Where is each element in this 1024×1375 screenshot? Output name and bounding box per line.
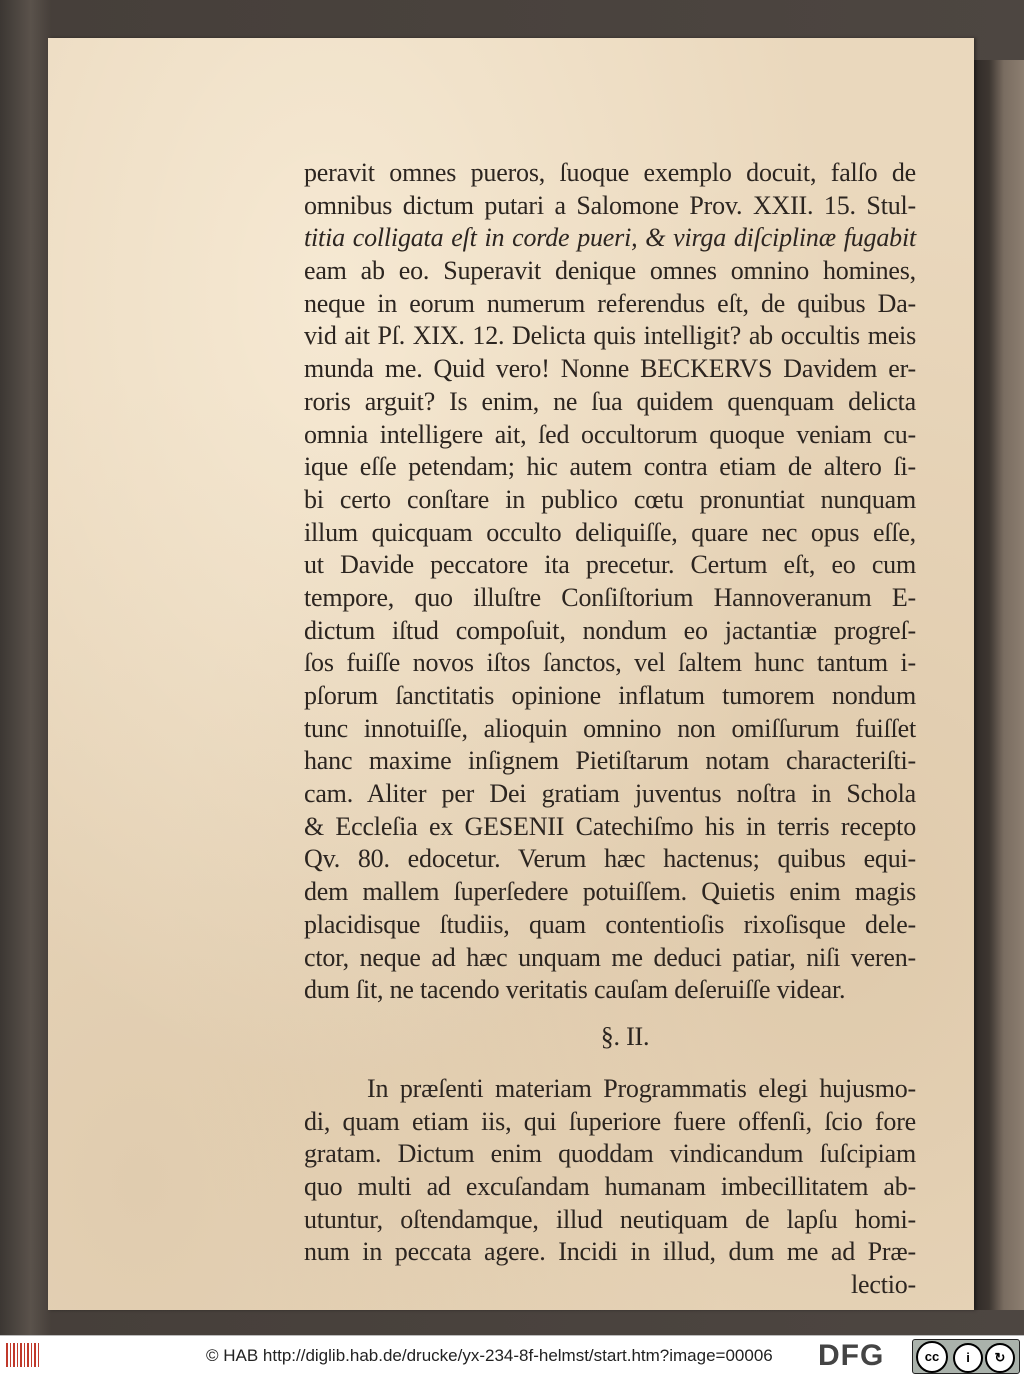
- text-line: quo multi ad excuſandam humanam imbecillitatem ab-: [304, 1171, 916, 1201]
- text-line: tempore, quo illuſtre Conſiſtorium Hannoveranum E-: [304, 582, 916, 612]
- text-line: hanc maxime inſignem Pietiſtarum notam characteriſti-: [304, 746, 916, 776]
- text-line: tunc innotuiſſe, alioquin omnino non omiſſurum fuiſſet: [304, 713, 916, 743]
- text-line: cam. Aliter per Dei gratiam juventus noſtra in Schola: [304, 779, 916, 809]
- barcode-icon: [6, 1343, 40, 1367]
- viewer-footer: [0, 1335, 1024, 1375]
- text-line: ctor, neque ad hæc unquam me deduci patiar, niſi veren-: [304, 942, 916, 972]
- dfg-logo[interactable]: DFG: [818, 1339, 885, 1372]
- cc-license-badge[interactable]: [912, 1339, 1020, 1374]
- next-page-edge: [974, 60, 1024, 1310]
- text-line: dictum iſtud compoſuit, nondum eo jactantiæ progreſ-: [304, 615, 916, 645]
- catchword: lectio-: [850, 1270, 916, 1299]
- text-line: ſos fuiſſe novos iſtos ſanctos, vel ſaltem hunc tantum i-: [304, 648, 916, 678]
- cc-icon: cc: [916, 1341, 948, 1373]
- text-line: Qv. 80. edocetur. Verum hæc hactenus; quibus equi-: [304, 844, 916, 874]
- text-line: utuntur, oſtendamque, illud neutiquam de lapſu homi-: [304, 1204, 916, 1234]
- text-line: ut Davide peccatore ita precetur. Certum eſt, eo cum: [304, 550, 916, 580]
- text-line: titia colligata eſt in corde pueri, & virga diſciplinæ fugabit: [304, 223, 916, 253]
- copyright-link[interactable]: © HAB http://diglib.hab.de/drucke/yx-234-8f-helmst/start.htm?image=00006: [206, 1346, 773, 1365]
- text-line: pſorum ſanctitatis opinione inflatum tumorem nondum: [304, 681, 916, 710]
- text-line: di, quam etiam iis, qui ſuperiore fuere offenſi, ſcio fore: [304, 1106, 916, 1136]
- text-line: munda me. Quid vero! Nonne BECKERVS Davidem er-: [304, 354, 916, 384]
- text-line: vid ait Pſ. XIX. 12. Delicta quis intelligit? ab occultis meis: [304, 321, 916, 351]
- by-icon: i: [953, 1343, 983, 1373]
- sa-icon: ↻: [985, 1343, 1015, 1373]
- text-line: roris arguit? Is enim, ne ſua quidem quenquam delicta: [304, 386, 916, 416]
- page-text: [304, 157, 916, 1302]
- text-line: omnia intelligere ait, ſed occultorum quoque veniam cu-: [304, 419, 916, 449]
- text-line: placidisque ſtudiis, quam contentioſis rixoſisque dele-: [304, 909, 916, 939]
- text-line: ique eſſe petendam; hic autem contra etiam de altero ſi-: [304, 452, 916, 482]
- text-line: gratam. Dictum enim quoddam vindicandum ſuſcipiam: [304, 1139, 916, 1169]
- text-line: dem mallem ſuperſedere potuiſſem. Quietis enim magis: [304, 877, 916, 907]
- text-line: num in peccata agere. Incidi in illud, dum me ad Præ-: [304, 1237, 916, 1267]
- text-line: omnibus dictum putari a Salomone Prov. XXII. 15. Stul-: [304, 190, 916, 220]
- text-line: In præſenti materiam Programmatis elegi hujusmo-: [367, 1073, 916, 1103]
- text-line: & Eccleſia ex GESENII Catechiſmo his in terris recepto: [304, 811, 916, 841]
- text-line: peravit omnes pueros, ſuoque exemplo docuit, falſo de: [304, 158, 916, 187]
- text-line: neque in eorum numerum referendus eſt, de quibus Da-: [304, 288, 916, 318]
- text-line: dum ſit, ne tacendo veritatis cauſam deſeruiſſe videar.: [304, 975, 846, 1005]
- text-line: eam ab eo. Superavit denique omnes omnino homines,: [304, 256, 916, 286]
- text-line: illum quicquam occulto deliquiſſe, quare nec opus eſſe,: [304, 517, 916, 547]
- section-heading: §. II.: [600, 1021, 650, 1051]
- text-line: bi certo conſtare in publico cœtu pronuntiat nunquam: [304, 484, 916, 514]
